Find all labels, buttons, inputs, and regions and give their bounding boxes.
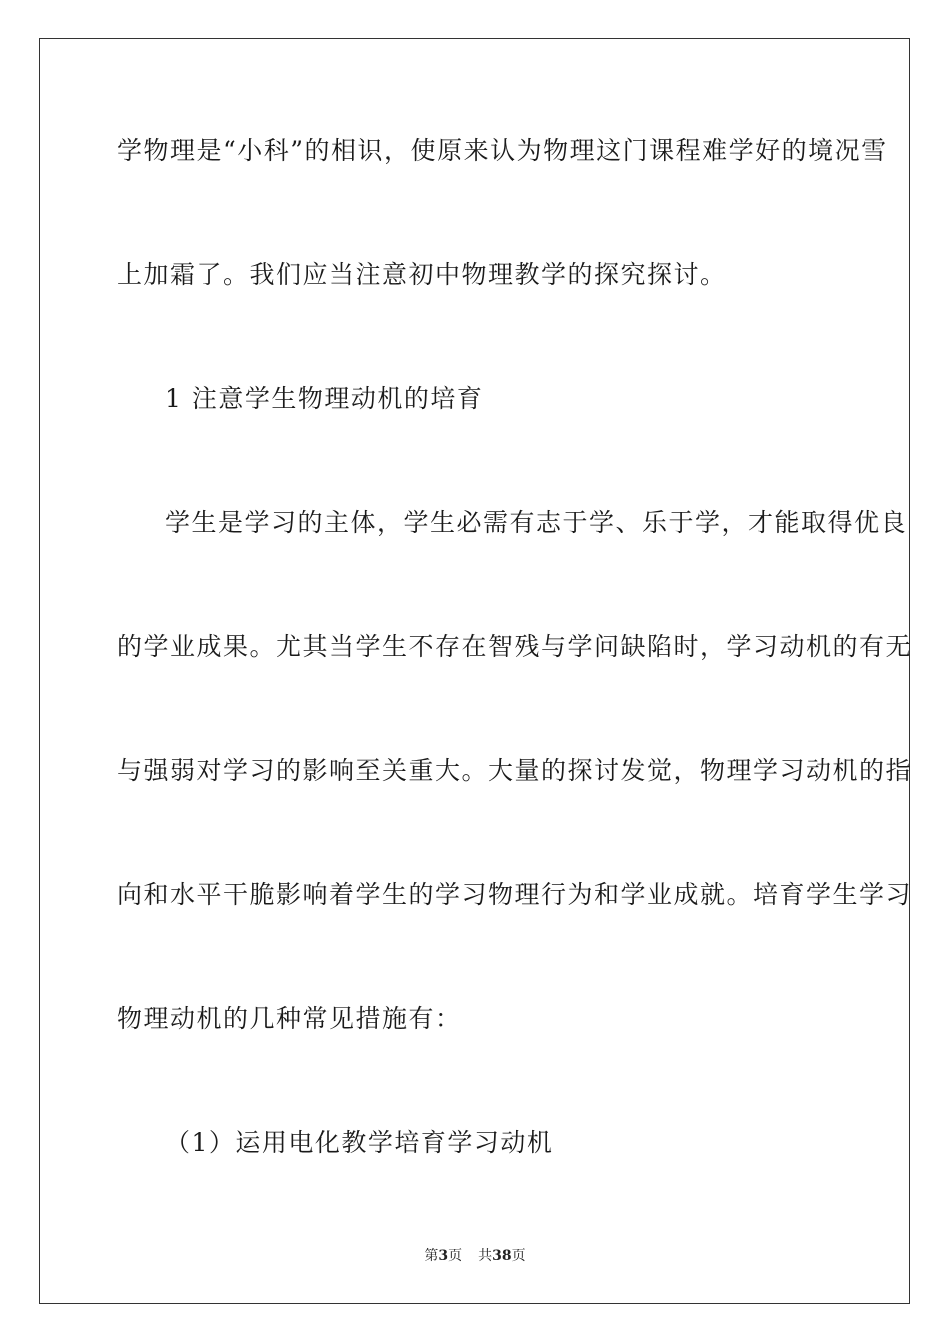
body-line-5: 与强弱对学习的影响至关重大。大量的探讨发觉，物理学习动机的指 bbox=[117, 756, 913, 785]
body-line-6: 向和水平干脆影响着学生的学习物理行为和学业成就。培育学生学习 bbox=[117, 880, 913, 909]
subsection-heading: （1）运用电化教学培育学习动机 bbox=[165, 1128, 554, 1157]
body-line-1: 学物理是“小科”的相识，使原来认为物理这门课程难学好的境况雪 bbox=[117, 136, 888, 165]
footer-total-prefix: 共 bbox=[478, 1248, 493, 1264]
footer-total-pages: 38 bbox=[492, 1248, 512, 1264]
footer-total-suffix: 页 bbox=[511, 1248, 526, 1264]
page-footer bbox=[0, 1246, 950, 1266]
footer-page-number: 3 bbox=[438, 1248, 449, 1264]
footer-page-suffix: 页 bbox=[448, 1248, 463, 1264]
body-line-3: 学生是学习的主体，学生必需有志于学、乐于学，才能取得优良 bbox=[165, 508, 908, 537]
footer-page-prefix: 第 bbox=[424, 1248, 439, 1264]
section-heading: 1 注意学生物理动机的培育 bbox=[165, 384, 484, 413]
body-line-2: 上加霜了。我们应当注意初中物理教学的探究探讨。 bbox=[117, 260, 727, 289]
body-line-4: 的学业成果。尤其当学生不存在智残与学问缺陷时，学习动机的有无 bbox=[117, 632, 913, 661]
page-frame bbox=[39, 38, 913, 1304]
body-line-7: 物理动机的几种常见措施有： bbox=[117, 1004, 462, 1033]
